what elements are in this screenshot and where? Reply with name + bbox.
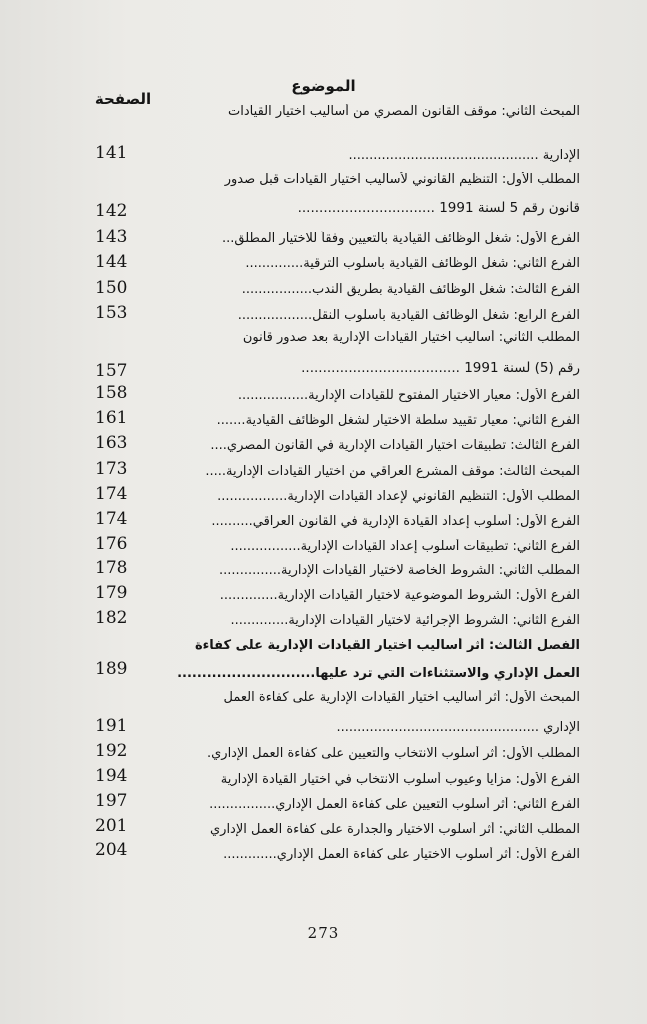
toc-entry-text: الفرع الأول: شغل الوظائف القيادية بالتعيين وفقاً للاختيار المطلق... [222, 231, 580, 246]
toc-entry-text: قانون رقم 5 لسنة 1991 ................................ [297, 200, 580, 216]
toc-entry-text: المبحث الثاني: موقف القانون المصري من أساليب اختيار القيادات [228, 104, 580, 119]
toc-entry-page: 173 [95, 459, 128, 479]
toc-entry-page: 174 [95, 484, 128, 504]
toc-entry-text: المطلب الأول: التنظيم القانوني لأساليب اختيار القيادات قبل صدور [224, 172, 580, 187]
toc-entry-page: 178 [95, 558, 128, 578]
toc-chapter-heading: العمل الإداري والاستثناءات التي ترد عليها............................ [177, 666, 580, 681]
toc-entry-page: 158 [95, 383, 128, 403]
toc-entry-page: 179 [95, 583, 128, 603]
toc-entry-text: الإداري ................................................. [336, 720, 580, 735]
toc-entry-page: 163 [95, 433, 128, 453]
toc-entry-page: 189 [95, 659, 128, 679]
toc-entry-text: الفرع الأول: معيار الاختيار المفتوح للقيادات الإدارية................. [237, 388, 580, 403]
toc-entry-text: الفرع الأول: مزايا وعيوب أسلوب الانتخاب في اختيار القيادة الإدارية [220, 772, 580, 787]
toc-entry-page: 174 [95, 509, 128, 529]
toc-entry-text: الفرع الأول: الشروط الموضوعية لاختيار القيادات الإدارية.............. [219, 588, 580, 603]
toc-entry-text: الفرع الأول: أسلوب إعداد القيادة الإدارية في القانون العراقي.......... [211, 514, 580, 529]
toc-entry-text: المطلب الثاني: أساليب اختيار القيادات الإدارية بعد صدور قانون [242, 330, 580, 345]
toc-entry-page: 143 [95, 227, 128, 247]
toc-entry-text: الفرع الثالث: شغل الوظائف القيادية بطريق الندب................. [241, 282, 580, 297]
toc-entry-text: الفرع الثاني: شغل الوظائف القيادية بأسلوب الترقية.............. [245, 256, 580, 271]
toc-entry-page: 201 [95, 816, 128, 836]
toc-entry-page: 197 [95, 791, 128, 811]
toc-entry-text: الفرع الثاني: أثر أسلوب التعيين على كفاءة العمل الإداري................ [209, 797, 580, 812]
toc-chapter-heading: الفصل الثالث: أثر أساليب اختيار القيادات الإدارية على كفاءة [194, 638, 580, 653]
toc-entry-text: المبحث الأول: أثر أساليب اختيار القيادات الإدارية على كفاءة العمل [223, 690, 580, 705]
toc-entry-text: الفرع الثاني: معيار تقييد سلطة الاختيار لشغل الوظائف القيادية....... [216, 413, 580, 428]
toc-entry-text: الفرع الثاني: تطبيقات أسلوب إعداد القيادات الإدارية................. [230, 539, 580, 554]
toc-entry-page: 194 [95, 766, 128, 786]
toc-entry-page: 141 [95, 143, 128, 163]
page-number: 273 [307, 924, 340, 942]
toc-entry-page: 142 [95, 201, 128, 221]
toc-entry-text: الفرع الأول: أثر أسلوب الاختيار على كفاءة العمل الإداري............. [223, 847, 580, 862]
toc-entry-page: 176 [95, 534, 128, 554]
toc-entry-page: 153 [95, 303, 128, 323]
toc-entry-text: المطلب الأول: أثر أسلوب الانتخاب والتعيين على كفاءة العمل الإداري. [206, 746, 580, 761]
page-column-header: الصفحة [94, 90, 152, 108]
toc-entry-text: المطلب الأول: التنظيم القانوني لإعداد القيادات الإدارية................. [217, 489, 580, 504]
toc-entry-page: 192 [95, 741, 128, 761]
toc-entry-page: 144 [95, 252, 128, 272]
toc-entry-text: المطلب الثاني: أثر أسلوب الاختيار والجدارة على كفاءة العمل الإداري [209, 822, 580, 837]
toc-entry-text: رقم (5) لسنة 1991 ..................................... [301, 360, 580, 376]
toc-entry-text: المطلب الثاني: الشروط الخاصة لاختيار القيادات الإدارية............... [219, 563, 580, 578]
toc-entry-page: 182 [95, 608, 128, 628]
topic-column-header: الموضوع [291, 77, 356, 95]
toc-entry-page: 157 [95, 361, 128, 381]
toc-entry-text: المبحث الثالث: موقف المشرع العراقي من اختيار القيادات الإدارية..... [205, 464, 580, 479]
toc-entry-page: 150 [95, 278, 128, 298]
toc-entry-page: 204 [95, 840, 128, 860]
toc-entry-text: الفرع الثالث: تطبيقات اختيار القيادات الإدارية في القانون المصري.... [210, 438, 580, 453]
toc-entry-page: 191 [95, 716, 128, 736]
toc-entry-text: الفرع الثاني: الشروط الإجرائية لاختيار القيادات الإدارية.............. [230, 613, 580, 628]
toc-entry-text: الفرع الرابع: شغل الوظائف القيادية بأسلوب النقل.................. [237, 308, 580, 323]
toc-entry-page: 161 [95, 408, 128, 428]
toc-entry-text: الإدارية .............................................. [348, 148, 580, 163]
